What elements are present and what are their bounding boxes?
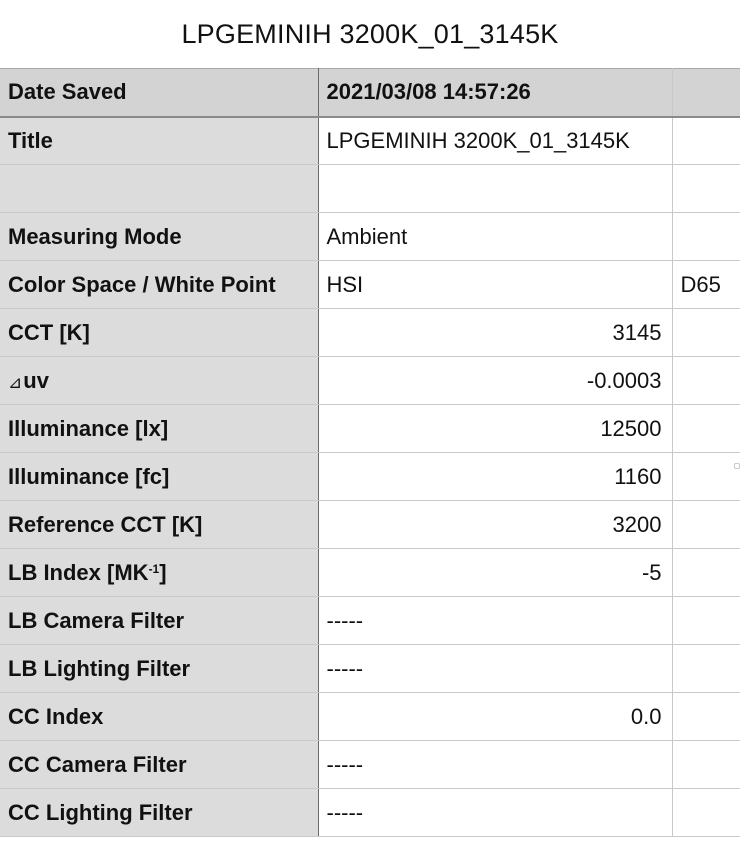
table-row-cc-lighting-filter bbox=[0, 789, 740, 837]
row-label: LB Camera Filter bbox=[8, 607, 185, 633]
table-row-empty bbox=[0, 165, 740, 213]
value-cell[interactable] bbox=[318, 261, 672, 309]
extra-cell[interactable] bbox=[672, 597, 740, 645]
table-row-color-space bbox=[0, 261, 740, 309]
label-cell[interactable] bbox=[0, 549, 318, 597]
row-extra: D65 bbox=[680, 271, 721, 297]
table-row-lb-camera-filter bbox=[0, 597, 740, 645]
row-value: -5 bbox=[641, 559, 662, 585]
row-value: 1160 bbox=[614, 463, 662, 489]
value-cell[interactable] bbox=[318, 597, 672, 645]
extra-cell[interactable] bbox=[672, 741, 740, 789]
table-row-delta-uv bbox=[0, 357, 740, 405]
extra-cell[interactable] bbox=[672, 549, 740, 597]
table-row-lb-lighting-filter bbox=[0, 645, 740, 693]
row-value: 0.0 bbox=[630, 703, 662, 729]
row-label: uv bbox=[23, 367, 49, 393]
row-label: Reference CCT [K] bbox=[8, 511, 203, 537]
row-label: LB Index [MK bbox=[8, 559, 149, 585]
label-cell[interactable] bbox=[0, 741, 318, 789]
table-row-reference-cct bbox=[0, 501, 740, 549]
label-cell[interactable] bbox=[0, 405, 318, 453]
row-label-tail: ] bbox=[159, 559, 167, 585]
label-cell[interactable] bbox=[0, 453, 318, 501]
extra-cell[interactable] bbox=[672, 501, 740, 549]
header-value: 2021/03/08 14:57:26 bbox=[326, 79, 531, 105]
row-label: CC Lighting Filter bbox=[8, 799, 193, 825]
row-value: ----- bbox=[326, 655, 364, 681]
row-value: HSI bbox=[326, 271, 364, 297]
table-row-illuminance-lx bbox=[0, 405, 740, 453]
label-cell[interactable] bbox=[0, 165, 318, 213]
row-label: Measuring Mode bbox=[8, 223, 182, 249]
row-label-superscript: -1 bbox=[148, 561, 160, 576]
table-row-measuring-mode bbox=[0, 213, 740, 261]
extra-cell[interactable] bbox=[672, 117, 740, 165]
value-cell[interactable] bbox=[318, 405, 672, 453]
value-cell[interactable] bbox=[318, 549, 672, 597]
row-value: LPGEMINIH 3200K_01_3145K bbox=[326, 127, 630, 153]
row-label: Title bbox=[8, 127, 53, 153]
value-cell[interactable] bbox=[318, 453, 672, 501]
row-value: Ambient bbox=[326, 223, 408, 249]
value-cell[interactable] bbox=[318, 117, 672, 165]
label-cell[interactable] bbox=[0, 597, 318, 645]
header-extra-cell[interactable] bbox=[672, 69, 740, 117]
header-label-cell[interactable] bbox=[0, 69, 318, 117]
value-cell[interactable] bbox=[318, 309, 672, 357]
value-cell[interactable] bbox=[318, 165, 672, 213]
table-row-cc-index bbox=[0, 693, 740, 741]
header-label: Date Saved bbox=[8, 79, 127, 105]
value-cell[interactable] bbox=[318, 501, 672, 549]
value-cell[interactable] bbox=[318, 693, 672, 741]
label-cell[interactable] bbox=[0, 501, 318, 549]
label-cell[interactable] bbox=[0, 309, 318, 357]
row-value: 12500 bbox=[600, 415, 662, 441]
header-row bbox=[0, 69, 740, 117]
row-label: Color Space / White Point bbox=[8, 271, 276, 297]
label-cell[interactable] bbox=[0, 789, 318, 837]
row-value: ----- bbox=[326, 799, 364, 825]
extra-cell[interactable] bbox=[672, 453, 740, 501]
table-row-cc-camera-filter bbox=[0, 741, 740, 789]
label-cell[interactable] bbox=[0, 261, 318, 309]
extra-cell[interactable] bbox=[672, 645, 740, 693]
table-row-cct bbox=[0, 309, 740, 357]
table-row-title bbox=[0, 117, 740, 165]
label-cell[interactable] bbox=[0, 117, 318, 165]
row-value: ----- bbox=[326, 751, 364, 777]
sheet-title: LPGEMINIH 3200K_01_3145K bbox=[181, 18, 559, 49]
row-label: CCT [K] bbox=[8, 319, 90, 345]
extra-cell[interactable] bbox=[672, 405, 740, 453]
row-label: LB Lighting Filter bbox=[8, 655, 191, 681]
value-cell[interactable] bbox=[318, 357, 672, 405]
value-cell[interactable] bbox=[318, 741, 672, 789]
delta-icon: ⊿ bbox=[8, 372, 23, 392]
extra-cell[interactable] bbox=[672, 261, 740, 309]
table-row-illuminance-fc bbox=[0, 453, 740, 501]
table-row-lb-index bbox=[0, 549, 740, 597]
label-cell[interactable] bbox=[0, 213, 318, 261]
extra-cell[interactable] bbox=[672, 309, 740, 357]
label-cell[interactable] bbox=[0, 357, 318, 405]
row-label: CC Index bbox=[8, 703, 104, 729]
row-label: Illuminance [fc] bbox=[8, 463, 170, 489]
resize-handle-icon[interactable] bbox=[734, 463, 740, 469]
value-cell[interactable] bbox=[318, 645, 672, 693]
row-value: 3145 bbox=[612, 319, 662, 345]
extra-cell[interactable] bbox=[672, 789, 740, 837]
extra-cell[interactable] bbox=[672, 357, 740, 405]
header-value-cell[interactable] bbox=[318, 69, 672, 117]
row-label: Illuminance [lx] bbox=[8, 415, 169, 441]
label-cell[interactable] bbox=[0, 645, 318, 693]
extra-cell[interactable] bbox=[672, 213, 740, 261]
extra-cell[interactable] bbox=[672, 693, 740, 741]
label-cell[interactable] bbox=[0, 693, 318, 741]
value-cell[interactable] bbox=[318, 213, 672, 261]
row-value: ----- bbox=[326, 607, 364, 633]
extra-cell[interactable] bbox=[672, 165, 740, 213]
data-table bbox=[0, 68, 740, 837]
row-label: CC Camera Filter bbox=[8, 751, 187, 777]
row-value: -0.0003 bbox=[586, 367, 662, 393]
value-cell[interactable] bbox=[318, 789, 672, 837]
row-value: 3200 bbox=[612, 511, 662, 537]
